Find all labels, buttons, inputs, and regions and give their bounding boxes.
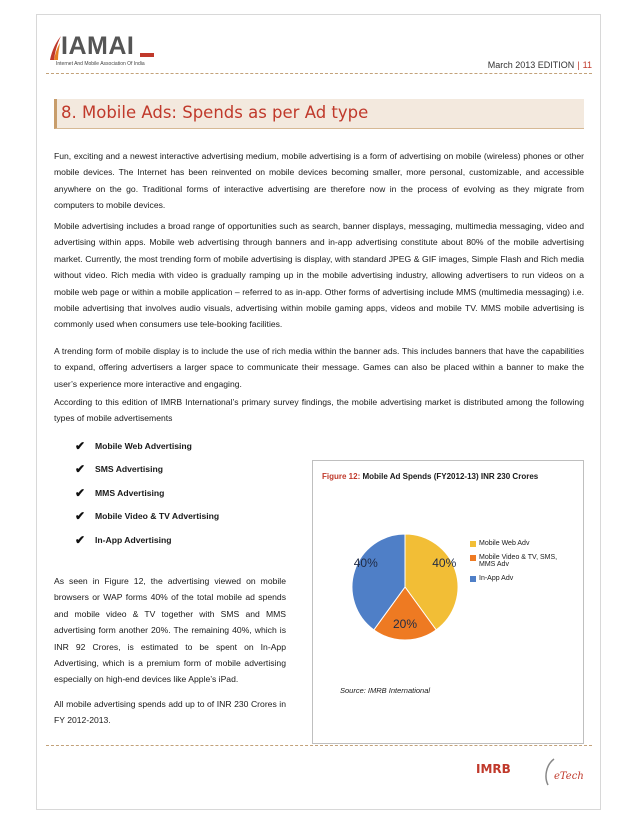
paragraph-figure-analysis: As seen in Figure 12, the advertising viewed on mobile browsers or WAP forms 40% of the total mobile ad spends and mobile video & TV together with SMS and MMS advertising form another 20%. The remaining 40%, which is INR 92 Crores, is estimated to be spent on In-App Advertising, which is a premium form of mobile advertising especially on high-end devices like Apple’s iPad. [54, 576, 286, 685]
ad-types-list [75, 434, 219, 552]
pie-data-label: 40% [353, 555, 378, 570]
figure-caption [322, 472, 538, 481]
list-item [75, 434, 219, 458]
legend-item [470, 540, 570, 547]
imrb-logo: IMRB [476, 762, 511, 776]
list-item-label: Mobile Video & TV Advertising [95, 511, 220, 522]
list-item-label: MMS Advertising [95, 487, 165, 498]
paragraph-rich-media: A trending form of mobile display is to include the use of rich media within the banner ads. This includes banners that have the capabilities to expand, offering advertisers a larger space to communicate their message. Games can also be placed within a banner to make the user’s experience more interactive and engaging. [54, 346, 584, 389]
legend-label: Mobile Video & TV, SMS, MMS Adv [479, 554, 558, 568]
legend-swatch [470, 576, 476, 582]
figure-source: Source: IMRB International [340, 686, 431, 695]
list-item [75, 505, 219, 529]
chart-legend [470, 540, 570, 589]
list-item [75, 481, 219, 505]
footer-divider [46, 745, 592, 746]
paragraph-opportunities: Mobile advertising includes a broad range of opportunities such as search, banner displays, messaging, multimedia messaging, video and advertising within apps. Mobile web advertising through banners and in-app advertising constitute about 80% of the mobile advertising market. Currently, the most trending form of mobile advertising is display, with standard JPEG & GIF images, Simple Flash and Rich media without video. Rich media with video is gradually ramping up in the mobile advertising industry, allowing advertisers to run videos on a mobile web page or within a mobile application – referred to as in-app. Other forms of advertising include MMS (multimedia messaging) i.e. mobile advertising that involves audio visuals, advertising within mobile gaming apps, videos and mobile TV. MMS mobile advertising is commonly used when consumers use tele-booking facilities. [54, 221, 584, 330]
paragraph-intro: Fun, exciting and a newest interactive advertising medium, mobile advertising is a form of advertising on mobile (wireless) phones or other mobile devices. The Internet has been reinvented on mobile devices becoming smaller, more personal, customizable, and accessible anywhere on the go. Traditional forms of interactive advertising are therefore now in the process of evolving as they migrate from computers to mobile devices. [54, 151, 584, 211]
checkmark-icon: ✔ [75, 532, 86, 547]
legend-item [470, 554, 570, 568]
section-title-band [54, 99, 584, 129]
logo-underscore [140, 53, 154, 57]
legend-label: In-App Adv [479, 575, 514, 582]
header-divider [46, 73, 592, 74]
page-number: 11 [582, 60, 592, 70]
legend-swatch [470, 555, 476, 561]
pie-chart [340, 530, 470, 650]
legend-swatch [470, 541, 476, 547]
paragraph-total: All mobile advertising spends add up to of INR 230 Crores in FY 2012-2013. [54, 699, 286, 726]
legend-item [470, 575, 570, 582]
edition-text: March 2013 EDITION [487, 60, 575, 70]
logo-subtitle: Internet And Mobile Association Of India [56, 61, 145, 67]
list-item-label: Mobile Web Advertising [95, 440, 192, 451]
edition-separator: | [577, 60, 580, 70]
checkmark-icon: ✔ [75, 438, 86, 453]
section-title: 8. Mobile Ads: Spends as per Ad type [61, 103, 369, 122]
iamai-logo-mark [48, 34, 62, 62]
checkmark-icon: ✔ [75, 509, 86, 524]
list-item [75, 528, 219, 552]
list-item [75, 458, 219, 482]
list-item-label: In-App Advertising [95, 534, 172, 545]
figure-title: Mobile Ad Spends (FY2012-13) INR 230 Crores [360, 472, 539, 481]
etech-logo-text: eTech [554, 771, 584, 782]
edition-label [488, 60, 592, 70]
legend-label: Mobile Web Adv [479, 540, 530, 547]
pie-data-label: 40% [432, 555, 457, 570]
etech-logo [540, 755, 590, 791]
checkmark-icon: ✔ [75, 462, 86, 477]
logo-text: IAMAI [61, 32, 135, 60]
list-item-label: SMS Advertising [95, 464, 163, 475]
paragraph-survey: According to this edition of IMRB International’s primary survey findings, the mobile advertising market is distributed among the following types of mobile advertisements [54, 397, 584, 424]
pie-data-label: 20% [392, 616, 418, 631]
figure-label: Figure 12: [322, 472, 361, 481]
checkmark-icon: ✔ [75, 485, 86, 500]
